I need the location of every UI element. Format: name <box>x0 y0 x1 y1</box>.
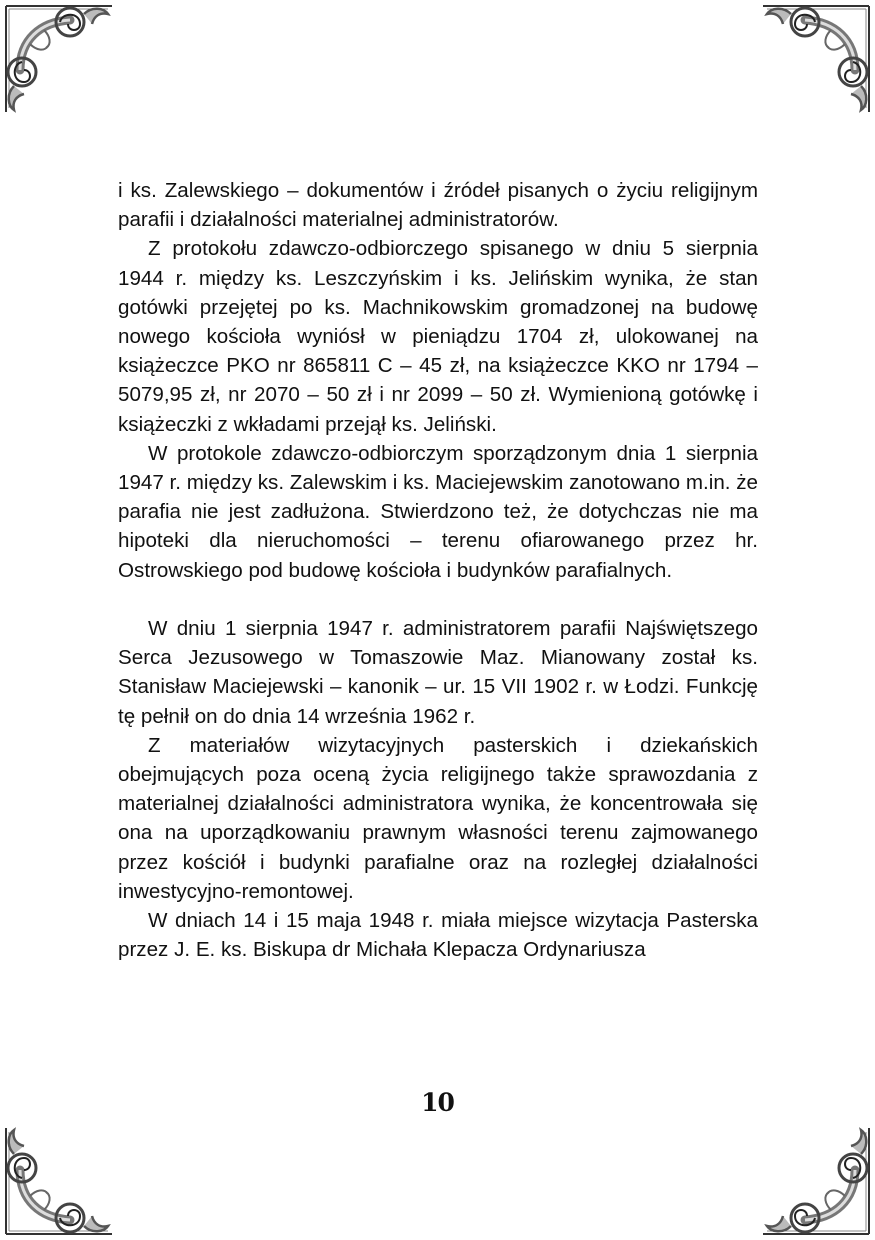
page-number: 10 <box>421 1088 454 1117</box>
corner-ornament-icon <box>0 0 130 130</box>
paragraph: i ks. Zalewskiego – dokumentów i źródeł pisanych o życiu religijnym parafii i działalności materialnej administratorów. <box>118 179 758 232</box>
paragraph: W protokole zdawczo-odbiorczym sporządzonym dnia 1 sierpnia 1947 r. między ks. Zalewskim i ks. Maciejewskim zanotowano m.in. że parafia nie jest zadłużona. Stwierdzono też, że dotychczas nie ma hipoteki dla nieruchomości – terenu ofiarowanego przez hr. Ostrowskiego pod budowę kościoła i budynków parafialnych. <box>118 441 758 582</box>
paragraph: W dniu 1 sierpnia 1947 r. administratorem parafii Najświętszego Serca Jezusowego w Tomaszowie Maz. Mianowany został ks. Stanisław Maciejewski – kanonik – ur. 15 VII 1902 r. w Łodzi. Funkcję tę pełnił on do dnia 14 września 1962 r. <box>118 617 758 728</box>
body-text <box>118 176 758 964</box>
corner-ornament-icon <box>745 0 875 130</box>
corner-ornament-icon <box>745 1110 875 1240</box>
paragraph: Z protokołu zdawczo-odbiorczego spisanego w dniu 5 sierpnia 1944 r. między ks. Leszczyńskim i ks. Jelińskim wynika, że stan gotówki przejętej po ks. Machnikowskim gromadzonej na budowę nowego kościoła wyniósł w pieniądzu 1704 zł, ulokowanej na książeczce PKO nr 865811 C – 45 zł, na książeczce KKO nr 1794 – 5079,95 zł, nr 2070 – 50 zł i nr 2099 – 50 zł. Wymienioną gotówkę i książeczki z wkładami przejął ks. Jeliński. <box>118 237 758 436</box>
paragraph: W dniach 14 i 15 maja 1948 r. miała miejsce wizytacja Pasterska przez J. E. ks. Biskupa dr Michała Klepacza Ordynariusza <box>118 909 758 962</box>
paragraph: Z materiałów wizytacyjnych pasterskich i dziekańskich obejmujących poza oceną życia religijnego także sprawozdania z materialnej działalności administratora wynika, że koncentrowała się ona na uporządkowaniu prawnym własności terenu zajmowanego przez kościół i budynki parafialne oraz na rozległej działalności inwestycyjno-remontowej. <box>118 733 758 903</box>
corner-ornament-icon <box>0 1110 130 1240</box>
paragraph-spacer <box>118 585 758 614</box>
